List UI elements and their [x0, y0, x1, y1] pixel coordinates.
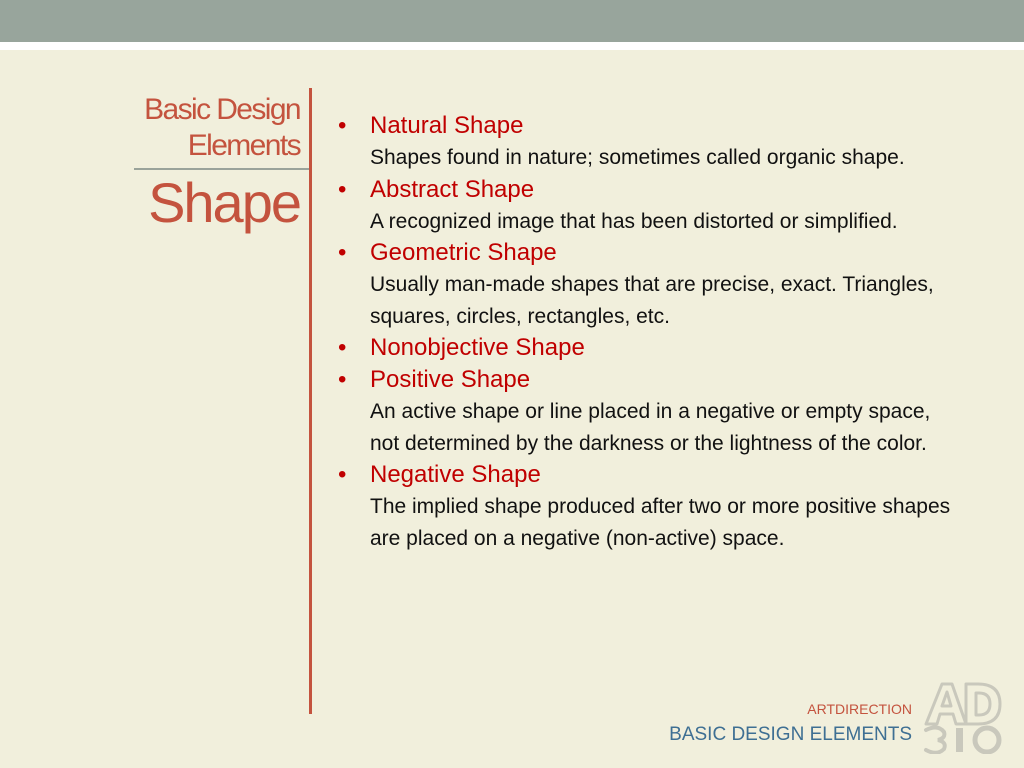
bullet-title: Abstract Shape: [370, 175, 535, 203]
list-item: [336, 110, 956, 174]
bullet-icon: •: [338, 175, 347, 203]
list-item: [336, 174, 956, 238]
list-item: [336, 364, 956, 459]
bullet-title: Geometric Shape: [370, 239, 557, 266]
slide-subtitle: Basic Design Elements: [144, 93, 300, 162]
bullet-description: Shapes found in nature; sometimes called organic shape.: [370, 146, 905, 169]
bullet-icon: •: [338, 239, 347, 266]
bullet-list: [336, 110, 956, 554]
bullet-description: The implied shape produced after two or more positive shapes are placed on a negative (non-active) space.: [370, 495, 951, 550]
bullet-icon: •: [338, 461, 347, 488]
top-bar: [0, 0, 1024, 42]
footer-title: BASIC DESIGN ELEMENTS: [669, 724, 912, 745]
bullet-title: Negative Shape: [370, 461, 541, 488]
bullet-description: A recognized image that has been distorted or simplified.: [370, 209, 898, 233]
bullet-title: Natural Shape: [370, 112, 524, 139]
top-divider: [0, 42, 1024, 50]
bullet-icon: •: [338, 366, 347, 393]
list-item: [336, 332, 956, 364]
bullet-description: An active shape or line placed in a negative or empty space, not determined by the darkness or the lightness of the color.: [370, 400, 931, 455]
bullet-title: Positive Shape: [370, 366, 531, 393]
bullet-icon: •: [338, 112, 347, 139]
footer-brand: ARTDIRECTION: [807, 701, 912, 717]
ad-310-logo-icon: [920, 678, 1004, 754]
bullet-title: Nonobjective Shape: [370, 334, 585, 361]
bullet-icon: •: [338, 334, 347, 361]
list-item: [336, 459, 956, 554]
slide-title: Shape: [148, 171, 300, 234]
title-block: [0, 92, 300, 164]
list-item: [336, 237, 956, 332]
bullet-description: Usually man-made shapes that are precise, exact. Triangles, squares, circles, rectangles, etc.: [370, 273, 934, 328]
vertical-divider: [309, 88, 312, 714]
